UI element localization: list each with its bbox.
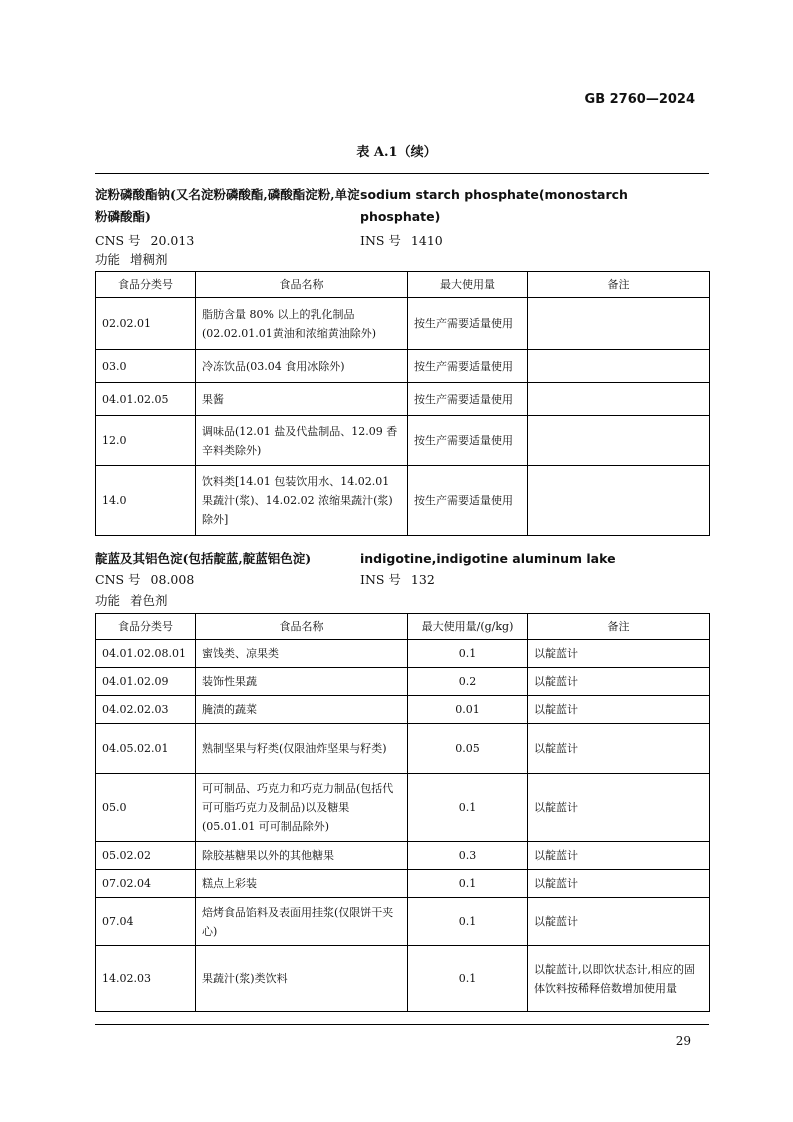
additive-name-cn: 淀粉磷酸酯钠(又名淀粉磷酸酯,磷酸酯淀粉,单淀粉磷酸酯) bbox=[95, 187, 360, 224]
food-name: 焙烤食品馅料及表面用挂浆(仅限饼干夹心) bbox=[196, 898, 408, 946]
column-header: 备注 bbox=[528, 272, 710, 298]
food-name: 除胶基糖果以外的其他糖果 bbox=[196, 842, 408, 870]
cns-label: CNS 号 bbox=[95, 572, 141, 587]
note bbox=[528, 298, 710, 350]
food-code: 07.02.04 bbox=[96, 870, 196, 898]
food-code: 04.01.02.08.01 bbox=[96, 640, 196, 668]
table-row bbox=[96, 668, 710, 696]
max-usage: 0.2 bbox=[408, 668, 528, 696]
note: 以靛蓝计 bbox=[528, 640, 710, 668]
max-usage: 0.1 bbox=[408, 870, 528, 898]
usage-table bbox=[95, 271, 710, 536]
food-name: 熟制坚果与籽类(仅限油炸坚果与籽类) bbox=[196, 724, 408, 774]
table-row bbox=[96, 350, 710, 383]
food-code: 12.0 bbox=[96, 416, 196, 466]
table-header-row bbox=[96, 614, 710, 640]
table-row bbox=[96, 946, 710, 1012]
max-usage: 0.1 bbox=[408, 898, 528, 946]
food-name: 饮料类[14.01 包装饮用水、14.02.01 果蔬汁(浆)、14.02.02 浓缩果蔬汁(浆)除外] bbox=[196, 466, 408, 536]
column-header: 备注 bbox=[528, 614, 710, 640]
table-row bbox=[96, 696, 710, 724]
food-code: 05.0 bbox=[96, 774, 196, 842]
table-row bbox=[96, 870, 710, 898]
function-value: 着色剂 bbox=[130, 593, 168, 608]
food-name: 腌渍的蔬菜 bbox=[196, 696, 408, 724]
food-code: 05.02.02 bbox=[96, 842, 196, 870]
food-code: 14.0 bbox=[96, 466, 196, 536]
ins-value: 1410 bbox=[410, 233, 443, 248]
ins-number bbox=[360, 570, 435, 588]
food-code: 03.0 bbox=[96, 350, 196, 383]
standard-number: GB 2760—2024 bbox=[584, 92, 695, 107]
note bbox=[528, 416, 710, 466]
food-name: 可可制品、巧克力和巧克力制品(包括代可可脂巧克力及制品)以及糖果(05.01.01 可可制品除外) bbox=[196, 774, 408, 842]
table-header-row bbox=[96, 272, 710, 298]
column-header: 最大使用量/(g/kg) bbox=[408, 614, 528, 640]
food-code: 04.02.02.03 bbox=[96, 696, 196, 724]
food-code: 04.05.02.01 bbox=[96, 724, 196, 774]
function-line bbox=[95, 250, 168, 268]
table-row bbox=[96, 898, 710, 946]
ins-number bbox=[360, 231, 443, 249]
max-usage: 按生产需要适量使用 bbox=[408, 416, 528, 466]
food-name: 脂肪含量 80% 以上的乳化制品(02.02.01.01黄油和浓缩黄油除外) bbox=[196, 298, 408, 350]
food-name: 糕点上彩装 bbox=[196, 870, 408, 898]
column-header: 食品分类号 bbox=[96, 614, 196, 640]
food-name: 装饰性果蔬 bbox=[196, 668, 408, 696]
function-value: 增稠剂 bbox=[130, 252, 168, 267]
table-row bbox=[96, 774, 710, 842]
note: 以靛蓝计 bbox=[528, 898, 710, 946]
note: 以靛蓝计 bbox=[528, 668, 710, 696]
function-label: 功能 bbox=[95, 593, 121, 608]
function-line bbox=[95, 591, 168, 609]
ins-value: 132 bbox=[410, 572, 435, 587]
column-header: 食品名称 bbox=[196, 614, 408, 640]
bottom-rule bbox=[95, 1024, 709, 1025]
table-row bbox=[96, 466, 710, 536]
food-code: 02.02.01 bbox=[96, 298, 196, 350]
cns-value: 08.008 bbox=[150, 572, 195, 587]
note bbox=[528, 350, 710, 383]
food-name: 果蔬汁(浆)类饮料 bbox=[196, 946, 408, 1012]
note: 以靛蓝计,以即饮状态计,相应的固体饮料按稀释倍数增加使用量 bbox=[528, 946, 710, 1012]
function-label: 功能 bbox=[95, 252, 121, 267]
food-name: 蜜饯类、凉果类 bbox=[196, 640, 408, 668]
additive-name-en: indigotine,indigotine aluminum lake bbox=[360, 551, 616, 566]
cns-value: 20.013 bbox=[150, 233, 195, 248]
column-header: 食品名称 bbox=[196, 272, 408, 298]
table-row bbox=[96, 842, 710, 870]
table-row bbox=[96, 416, 710, 466]
column-header: 食品分类号 bbox=[96, 272, 196, 298]
cns-number bbox=[95, 570, 194, 588]
table-row bbox=[96, 640, 710, 668]
max-usage: 0.05 bbox=[408, 724, 528, 774]
max-usage: 按生产需要适量使用 bbox=[408, 383, 528, 416]
page-number: 29 bbox=[675, 1034, 691, 1048]
usage-table bbox=[95, 613, 710, 1012]
max-usage: 按生产需要适量使用 bbox=[408, 350, 528, 383]
table-row bbox=[96, 724, 710, 774]
note: 以靛蓝计 bbox=[528, 696, 710, 724]
max-usage: 0.1 bbox=[408, 946, 528, 1012]
food-code: 04.01.02.09 bbox=[96, 668, 196, 696]
additive-name-cn: 靛蓝及其铝色淀(包括靛蓝,靛蓝铝色淀) bbox=[95, 551, 312, 566]
note: 以靛蓝计 bbox=[528, 724, 710, 774]
max-usage: 0.1 bbox=[408, 640, 528, 668]
ins-label: INS 号 bbox=[360, 233, 401, 248]
note bbox=[528, 383, 710, 416]
note: 以靛蓝计 bbox=[528, 774, 710, 842]
max-usage: 按生产需要适量使用 bbox=[408, 298, 528, 350]
food-code: 14.02.03 bbox=[96, 946, 196, 1012]
note: 以靛蓝计 bbox=[528, 870, 710, 898]
food-name: 冷冻饮品(03.04 食用冰除外) bbox=[196, 350, 408, 383]
max-usage: 0.3 bbox=[408, 842, 528, 870]
table-caption: 表 A.1（续） bbox=[356, 145, 437, 160]
food-name: 调味品(12.01 盐及代盐制品、12.09 香辛料类除外) bbox=[196, 416, 408, 466]
food-code: 04.01.02.05 bbox=[96, 383, 196, 416]
cns-label: CNS 号 bbox=[95, 233, 141, 248]
ins-label: INS 号 bbox=[360, 572, 401, 587]
note bbox=[528, 466, 710, 536]
table-row bbox=[96, 298, 710, 350]
max-usage: 0.01 bbox=[408, 696, 528, 724]
column-header: 最大使用量 bbox=[408, 272, 528, 298]
food-name: 果酱 bbox=[196, 383, 408, 416]
note: 以靛蓝计 bbox=[528, 842, 710, 870]
cns-number bbox=[95, 231, 194, 249]
food-code: 07.04 bbox=[96, 898, 196, 946]
additive-name-en: sodium starch phosphate(monostarch phosphate) bbox=[360, 187, 628, 224]
table-row bbox=[96, 383, 710, 416]
top-rule bbox=[95, 173, 709, 174]
max-usage: 0.1 bbox=[408, 774, 528, 842]
max-usage: 按生产需要适量使用 bbox=[408, 466, 528, 536]
